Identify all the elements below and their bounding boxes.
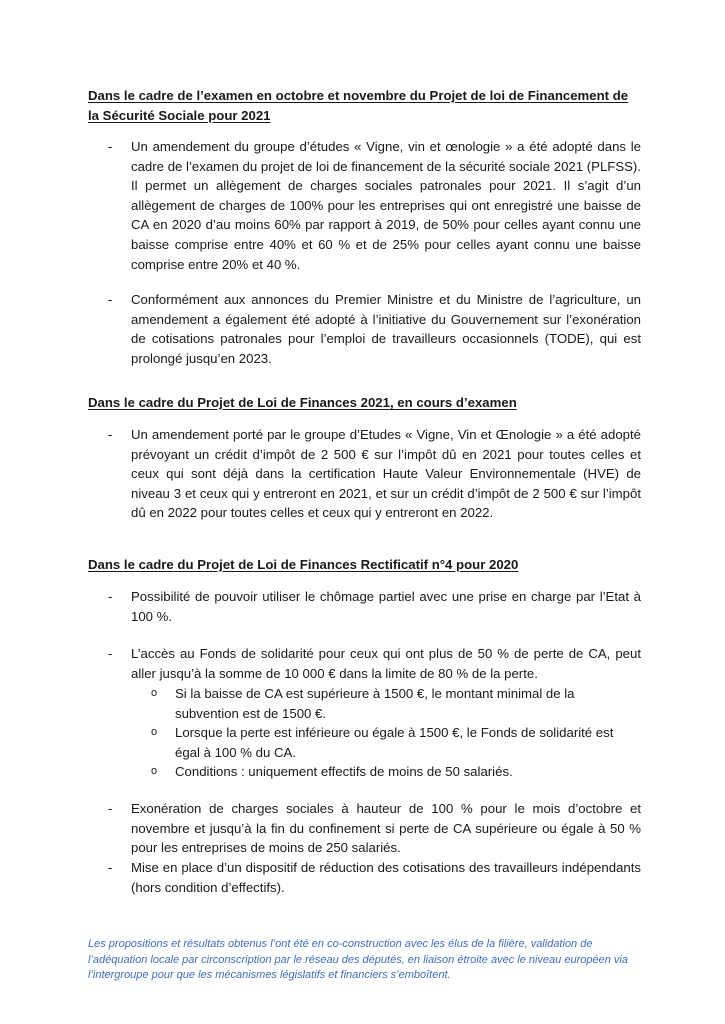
bullet-text: L’accès au Fonds de solidarité pour ceux qui ont plus de 50 % de perte de CA, peut aller jusqu’à la somme de 10 000 € dans la limite de 80 % de la perte. — [131, 646, 641, 681]
section-heading-plfr4: Dans le cadre du Projet de Loi de Finances Rectificatif n°4 pour 2020 — [88, 557, 519, 572]
footer-note: Les propositions et résultats obtenus l’ont été en co-construction avec les élus de la filière, validation de l’adéquation locale par circonscription par le réseau des députés, en liaison étroite avec le niveau européen via l’intergroupe pour que les mécanismes législatifs et financiers s’emboîtent. — [88, 938, 628, 982]
bullet-item — [108, 644, 641, 683]
bullet-item — [108, 858, 641, 897]
bullet-text: Mise en place d’un dispositif de réduction des cotisations des travailleurs indépendants (hors condition d’effectifs). — [131, 860, 641, 895]
sub-bullet-text: Conditions : uniquement effectifs de moins de 50 salariés. — [175, 764, 513, 779]
bullet-text: Un amendement du groupe d’études « Vigne, vin et œnologie » a été adopté dans le cadre de l’examen du projet de loi de financement de la sécurité sociale 2021 (PLFSS). Il permet un allègement de charges sociales patronales pour 2021. Il s’agit d’un allègement de charges de 100% pour les entreprises qui ont enregistré une baisse de CA en 2020 d’au moins 60% par rapport à 2019, de 50% pour celles ayant connu une baisse comprise entre 40% et 60 % et de 25% pour celles ayant connu une baisse comprise entre 20% et 40 %. — [131, 139, 641, 272]
bullet-marker: - — [108, 427, 113, 442]
sub-bullet-item — [151, 684, 641, 723]
sub-bullet-text: Lorsque la perte est inférieure ou égale à 1500 €, le Fonds de solidarité est égal à 100 % du CA. — [175, 725, 614, 760]
bullet-marker: - — [108, 589, 113, 604]
bullet-item — [108, 587, 641, 626]
sub-bullet-item — [151, 723, 641, 762]
bullet-marker: - — [108, 139, 113, 154]
section-heading-plfss: Dans le cadre de l’examen en octobre et novembre du Projet de loi de Financement de la Sécurité Sociale pour 2021 — [88, 88, 629, 123]
bullet-item — [108, 799, 641, 858]
bullet-text: Possibilité de pouvoir utiliser le chômage partiel avec une prise en charge par l’Etat à 100 %. — [131, 589, 641, 624]
bullet-marker: - — [108, 646, 113, 661]
bullet-text: Conformément aux annonces du Premier Ministre et du Ministre de l’agriculture, un amendement a également été adopté à l’initiative du Gouvernement sur l’exonération de cotisations patronales pour l’emploi de travailleurs occasionnels (TODE), qui est prolongé jusqu’en 2023. — [131, 292, 641, 366]
bullet-item — [108, 290, 641, 368]
sub-bullet-marker: o — [151, 765, 158, 777]
bullet-text: Exonération de charges sociales à hauteur de 100 % pour le mois d’octobre et novembre et jusqu’à la fin du confinement si perte de CA supérieure ou égale à 50 % pour les entreprises de moins de 250 salariés. — [131, 801, 641, 856]
section-heading-plf-2021: Dans le cadre du Projet de Loi de Finances 2021, en cours d’examen — [88, 395, 517, 410]
bullet-marker: - — [108, 292, 113, 307]
bullet-item — [108, 425, 641, 523]
bullet-text: Un amendement porté par le groupe d’Etudes « Vigne, Vin et Œnologie » a été adopté prévoyant un crédit d’impôt de 2 500 € sur l’impôt dû en 2021 pour toutes celles et ceux qui sont déjà dans la certification Haute Valeur Environnementale (HVE) de niveau 3 et ceux qui y entreront en 2021, et sur un crédit d’impôt de 2 500 € sur l’impôt dû en 2022 pour toutes celles et ceux qui y entreront en 2022. — [131, 427, 641, 521]
sub-bullet-marker: o — [151, 687, 158, 699]
sub-bullet-item — [151, 762, 641, 782]
bullet-marker: - — [108, 801, 113, 816]
bullet-marker: - — [108, 860, 113, 875]
sub-bullet-marker: o — [151, 726, 158, 738]
sub-bullet-text: Si la baisse de CA est supérieure à 1500 €, le montant minimal de la subvention est de 1500 €. — [175, 686, 575, 721]
bullet-item — [108, 137, 641, 274]
